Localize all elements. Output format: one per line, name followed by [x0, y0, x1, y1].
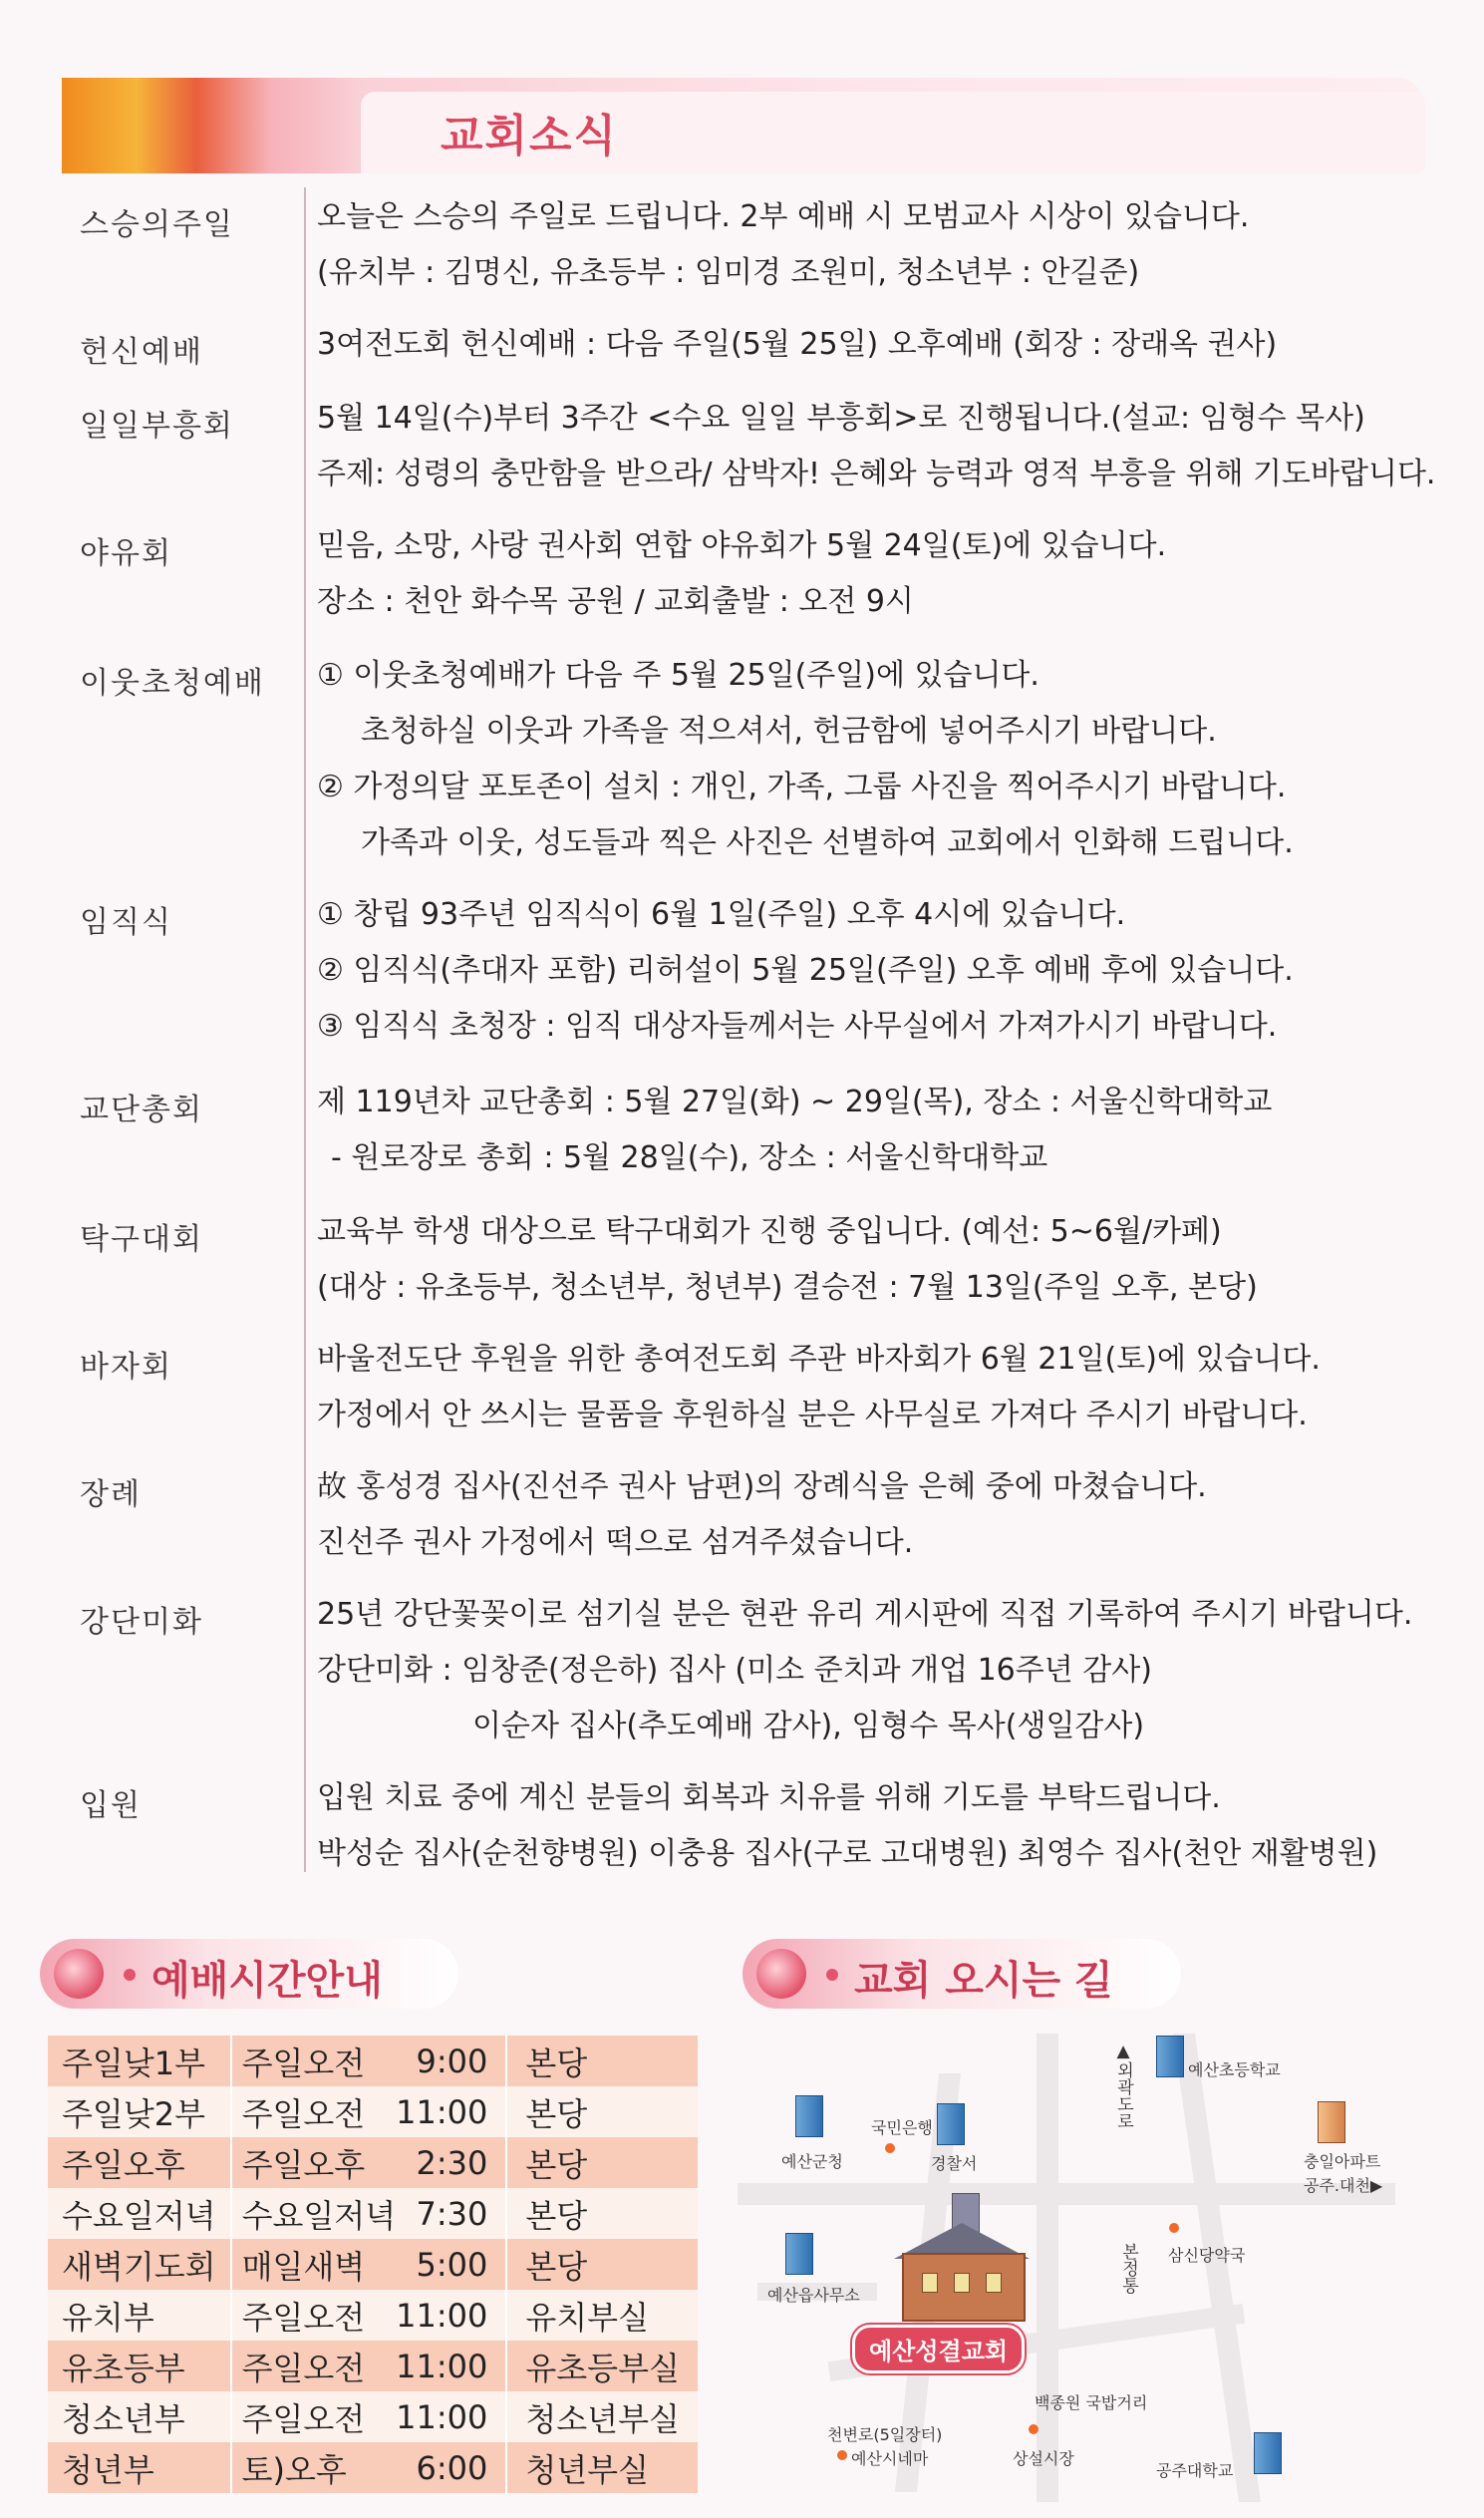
police-building-icon	[937, 2103, 965, 2145]
service-place: 유치부실	[506, 2290, 698, 2341]
table-row	[48, 2086, 698, 2137]
map-road	[738, 2183, 1395, 2205]
map-label-bank: 국민은행	[871, 2118, 933, 2137]
news-label: 강단미화	[80, 1605, 203, 1640]
service-name: 주일낮1부	[48, 2036, 231, 2086]
news-line: 믿음, 소망, 사랑 권사회 연합 야유회가 5월 24일(토)에 있습니다.	[317, 528, 1167, 563]
service-name: 청년부	[48, 2442, 231, 2493]
service-place: 본당	[506, 2137, 698, 2188]
news-label: 장례	[80, 1477, 142, 1512]
news-line: ② 가정의달 포토존이 설치 : 개인, 가족, 그룹 사진을 찍어주시기 바랍니다.	[317, 770, 1287, 804]
directions-heading	[742, 1939, 1181, 2009]
news-line: (대상 : 유초등부, 청소년부, 청년부) 결승전 : 7월 13일(주일 오후, 본당)	[317, 1270, 1258, 1305]
service-day: 주일오전	[231, 2086, 397, 2137]
news-line: 오늘은 스승의 주일로 드립니다. 2부 예배 시 모범교사 시상이 있습니다.	[317, 199, 1250, 234]
pink-circle-icon	[756, 1949, 806, 1999]
market-marker-icon	[1029, 2424, 1039, 2434]
news-label: 바자회	[80, 1350, 172, 1385]
table-row	[48, 2239, 698, 2290]
service-day: 주일오전	[231, 2391, 397, 2442]
map-label-main-street: 본정통	[1118, 2243, 1138, 2294]
service-day: 주일오전	[231, 2290, 397, 2341]
news-label: 입원	[80, 1788, 142, 1823]
service-name: 유치부	[48, 2290, 231, 2341]
map-label-pharmacy: 삼신당약국	[1168, 2246, 1246, 2265]
map-label-outer-road: ▲외곽도로	[1113, 2042, 1133, 2129]
map-label-cinema: 예산시네마	[851, 2449, 929, 2468]
table-row	[48, 2341, 698, 2391]
service-place: 본당	[506, 2239, 698, 2290]
service-time: 5:00	[396, 2239, 506, 2290]
service-time: 2:30	[396, 2137, 506, 2188]
service-name: 새벽기도회	[48, 2239, 231, 2290]
map-label-police: 경찰서	[931, 2154, 978, 2173]
service-time: 11:00	[396, 2290, 506, 2341]
schedule-table	[48, 2036, 698, 2493]
service-time: 11:00	[396, 2391, 506, 2442]
service-place: 본당	[506, 2036, 698, 2086]
news-line: ③ 임직식 초청장 : 임직 대상자들께서는 사무실에서 가져가시기 바랍니다.	[317, 1009, 1278, 1044]
service-time: 6:00	[396, 2442, 506, 2493]
pharmacy-marker-icon	[1169, 2223, 1179, 2233]
news-line: 박성순 집사(순천향병원) 이충용 집사(구로 고대병원) 최영수 집사(천안 재활병원)	[317, 1836, 1378, 1871]
map-label-baekjong: 백종원 국밥거리	[1035, 2393, 1148, 2412]
news-line: 이순자 집사(추도예배 감사), 임형수 목사(생일감사)	[472, 1709, 1145, 1743]
news-line: 장소 : 천안 화수목 공원 / 교회출발 : 오전 9시	[317, 584, 914, 619]
news-line: 25년 강단꽃꽂이로 섬기실 분은 현관 유리 게시판에 직접 기록하여 주시기 바랍니다.	[317, 1597, 1413, 1632]
table-row	[48, 2391, 698, 2442]
column-divider	[304, 187, 306, 1872]
news-line: 교육부 학생 대상으로 탁구대회가 진행 중입니다. (예선: 5~6월/카페)	[317, 1214, 1222, 1249]
service-place: 청년부실	[506, 2442, 698, 2493]
pink-circle-icon	[54, 1949, 104, 1999]
news-label: 스승의주일	[80, 207, 234, 242]
news-label: 탁구대회	[80, 1222, 203, 1257]
map-label-cheonbeon: 천변로(5일장터)	[827, 2425, 943, 2444]
news-line: ① 이웃초청예배가 다음 주 5월 25일(주일)에 있습니다.	[317, 658, 1039, 693]
map-label-gongju: 공주.대천▶	[1304, 2176, 1383, 2195]
bullet-dot-icon	[826, 1969, 838, 1981]
eup-office-building-icon	[785, 2233, 813, 2275]
church-building-icon	[902, 2223, 1022, 2318]
map-label-eup-office: 예산읍사무소	[767, 2286, 860, 2305]
news-line: - 원로장로 총회 : 5월 28일(수), 장소 : 서울신학대학교	[331, 1140, 1048, 1175]
news-line: 강단미화 : 임창준(정은하) 집사 (미소 준치과 개업 16주년 감사)	[317, 1653, 1152, 1688]
table-row	[48, 2442, 698, 2493]
service-place: 본당	[506, 2086, 698, 2137]
university-building-icon	[1254, 2432, 1282, 2474]
news-line: 주제: 성령의 충만함을 받으라/ 삼박자! 은혜와 능력과 영적 부흥을 위해 기도바랍니다.	[317, 457, 1436, 491]
news-line: 초청하실 이웃과 가족을 적으셔서, 헌금함에 넣어주시기 바랍니다.	[361, 714, 1217, 749]
service-day: 주일오후	[231, 2137, 397, 2188]
service-time: 7:30	[396, 2188, 506, 2239]
map-road	[1173, 2034, 1261, 2502]
news-line: 가족과 이웃, 성도들과 찍은 사진은 선별하여 교회에서 인화해 드립니다.	[361, 825, 1294, 860]
school-building-icon	[1156, 2036, 1184, 2077]
map-label-university: 공주대학교	[1156, 2461, 1234, 2480]
news-label: 이웃초청예배	[80, 666, 265, 701]
map-label-market: 상설시장	[1013, 2449, 1074, 2468]
service-time: 11:00	[396, 2086, 506, 2137]
news-label: 일일부흥회	[80, 409, 234, 444]
news-header-banner	[62, 78, 1425, 173]
directions-title: 교회 오시는 길	[854, 1958, 1113, 2004]
service-name: 수요일저녁	[48, 2188, 231, 2239]
service-name: 주일낮2부	[48, 2086, 231, 2137]
news-line: 5월 14일(수)부터 3주간 <수요 일일 부흥회>로 진행됩니다.(설교: 임형수 목사)	[317, 401, 1365, 436]
service-name: 유초등부	[48, 2341, 231, 2391]
news-label: 교단총회	[80, 1093, 203, 1127]
news-line: 제 119년차 교단총회 : 5월 27일(화) ~ 29일(목), 장소 : 서울신학대학교	[317, 1085, 1273, 1119]
table-row	[48, 2290, 698, 2341]
news-line: 3여전도회 헌신예배 : 다음 주일(5월 25일) 오후예배 (회장 : 장래옥 권사)	[317, 327, 1278, 362]
page-title: 교회소식	[441, 111, 619, 161]
church-name-badge: 예산성결교회	[852, 2325, 1025, 2373]
service-day: 주일오전	[231, 2341, 397, 2391]
schedule-heading	[40, 1939, 458, 2009]
news-line: (유치부 : 김명신, 유초등부 : 임미경 조원미, 청소년부 : 안길준)	[317, 255, 1140, 290]
service-time: 9:00	[396, 2036, 506, 2086]
news-label: 야유회	[80, 536, 172, 571]
schedule-title: 예배시간안내	[151, 1958, 383, 2004]
service-time: 11:00	[396, 2341, 506, 2391]
news-line: 가정에서 안 쓰시는 물품을 후원하실 분은 사무실로 가져다 주시기 바랍니다.	[317, 1398, 1308, 1432]
directions-map	[738, 2034, 1395, 2502]
map-label-school: 예산초등학교	[1188, 2060, 1281, 2079]
map-road	[1037, 2034, 1058, 2502]
news-label: 임직식	[80, 905, 172, 940]
service-place: 본당	[506, 2188, 698, 2239]
service-place: 유초등부실	[506, 2341, 698, 2391]
cinema-marker-icon	[837, 2450, 847, 2460]
map-label-county-office: 예산군청	[781, 2152, 843, 2171]
bullet-dot-icon	[124, 1969, 136, 1981]
service-name: 주일오후	[48, 2137, 231, 2188]
county-office-icon	[795, 2095, 823, 2137]
table-row	[48, 2036, 698, 2086]
apartment-icon	[1318, 2101, 1345, 2143]
service-day: 매일새벽	[231, 2239, 397, 2290]
news-line: 입원 치료 중에 계신 분들의 회복과 치유를 위해 기도를 부탁드립니다.	[317, 1780, 1221, 1815]
tulip-photo	[62, 78, 361, 173]
service-day: 주일오전	[231, 2036, 397, 2086]
news-line: ② 임직식(추대자 포함) 리허설이 5월 25일(주일) 오후 예배 후에 있습니다.	[317, 953, 1294, 988]
bank-marker-icon	[885, 2143, 895, 2153]
news-line: 진선주 권사 가정에서 떡으로 섬겨주셨습니다.	[317, 1525, 914, 1560]
news-line: ① 창립 93주년 임직식이 6월 1일(주일) 오후 4시에 있습니다.	[317, 897, 1126, 932]
service-day: 토)오후	[231, 2442, 397, 2493]
map-label-apartment: 충일아파트	[1304, 2152, 1381, 2171]
news-label: 헌신예배	[80, 335, 203, 370]
news-line: 故 홍성경 집사(진선주 권사 남편)의 장례식을 은혜 중에 마쳤습니다.	[317, 1469, 1207, 1504]
service-place: 청소년부실	[506, 2391, 698, 2442]
service-name: 청소년부	[48, 2391, 231, 2442]
service-day: 수요일저녁	[231, 2188, 397, 2239]
table-row	[48, 2137, 698, 2188]
news-line: 바울전도단 후원을 위한 총여전도회 주관 바자회가 6월 21일(토)에 있습니다.	[317, 1342, 1321, 1377]
table-row	[48, 2188, 698, 2239]
